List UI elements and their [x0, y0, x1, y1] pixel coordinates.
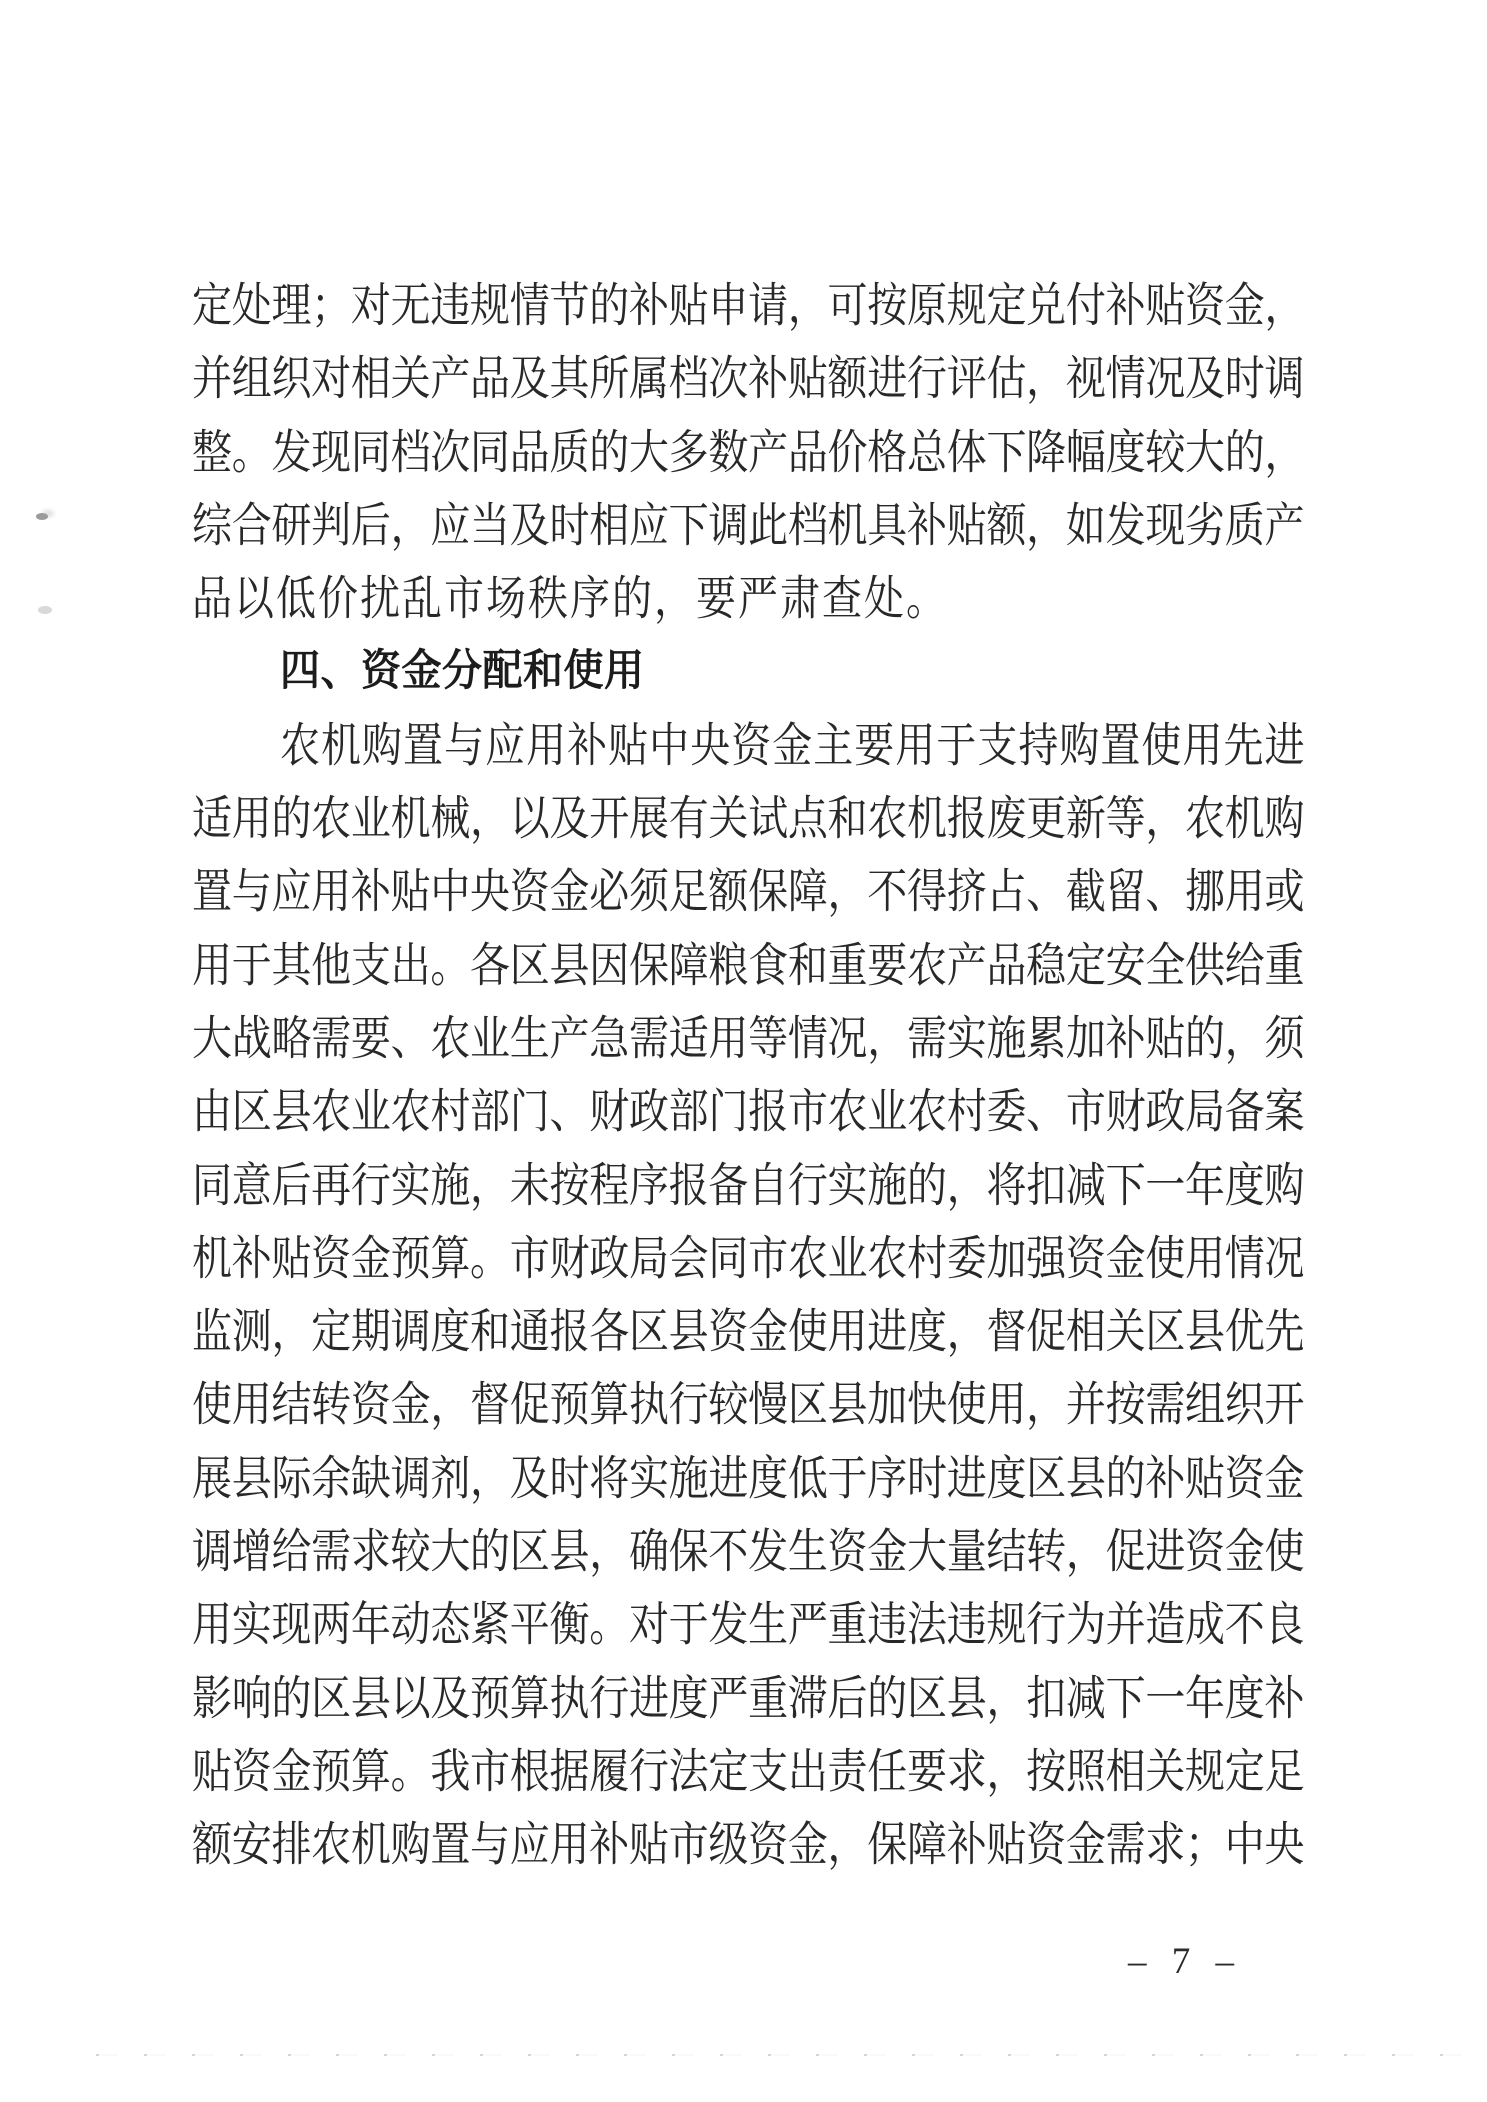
text-line: 影响的区县以及预算执行进度严重滞后的区县，扣减下一年度补 — [192, 1671, 1304, 1725]
scan-speck — [36, 513, 48, 520]
text-line: 同意后再行实施，未按程序报备自行实施的，将扣减下一年度购 — [192, 1158, 1304, 1212]
text-line: 机补贴资金预算。市财政局会同市农业农村委加强资金使用情况 — [192, 1231, 1304, 1285]
scan-artifact-line — [96, 2054, 1466, 2056]
text-line: 并组织对相关产品及其所属档次补贴额进行评估，视情况及时调 — [192, 352, 1304, 406]
text-line: 定处理；对无违规情节的补贴申请，可按原规定兑付补贴资金， — [192, 278, 1304, 333]
text-line: 适用的农业机械，以及开展有关试点和农机报废更新等，农机购 — [192, 792, 1304, 846]
text-line: 额安排农机购置与应用补贴市级资金，保障补贴资金需求；中央 — [192, 1818, 1304, 1872]
page-number: – 7 – — [1128, 1941, 1242, 1982]
text-line-paragraph-start: 农机购置与应用补贴中央资金主要用于支持购置使用先进 — [280, 718, 1304, 772]
text-line: 用实现两年动态紧平衡。对于发生严重违法违规行为并造成不良 — [192, 1598, 1304, 1652]
text-line: 品以低价扰乱市场秩序的，要严肃查处。 — [192, 572, 948, 626]
text-line: 展县际余缺调剂，及时将实施进度低于序时进度区县的补贴资金 — [192, 1451, 1304, 1505]
text-line: 由区县农业农村部门、财政部门报市农业农村委、市财政局备案 — [192, 1085, 1304, 1139]
text-line: 调增给需求较大的区县，确保不发生资金大量结转，促进资金使 — [192, 1524, 1304, 1579]
text-line: 贴资金预算。我市根据履行法定支出责任要求，按照相关规定足 — [192, 1744, 1304, 1798]
document-text-block — [192, 269, 1304, 1882]
section-heading: 四、资金分配和使用 — [280, 646, 645, 697]
text-line: 综合研判后，应当及时相应下调此档机具补贴额，如发现劣质产 — [192, 498, 1304, 552]
text-line: 大战略需要、农业生产急需适用等情况，需实施累加补贴的，须 — [192, 1011, 1304, 1065]
text-line: 整。发现同档次同品质的大多数产品价格总体下降幅度较大的， — [192, 425, 1304, 479]
text-line: 用于其他支出。各区县因保障粮食和重要农产品稳定安全供给重 — [192, 938, 1304, 992]
text-line: 监测，定期调度和通报各区县资金使用进度，督促相关区县优先 — [192, 1305, 1304, 1359]
scan-speck — [38, 606, 52, 614]
text-line: 置与应用补贴中央资金必须足额保障，不得挤占、截留、挪用或 — [192, 865, 1304, 919]
text-line: 使用结转资金，督促预算执行较慢区县加快使用，并按需组织开 — [192, 1378, 1304, 1432]
